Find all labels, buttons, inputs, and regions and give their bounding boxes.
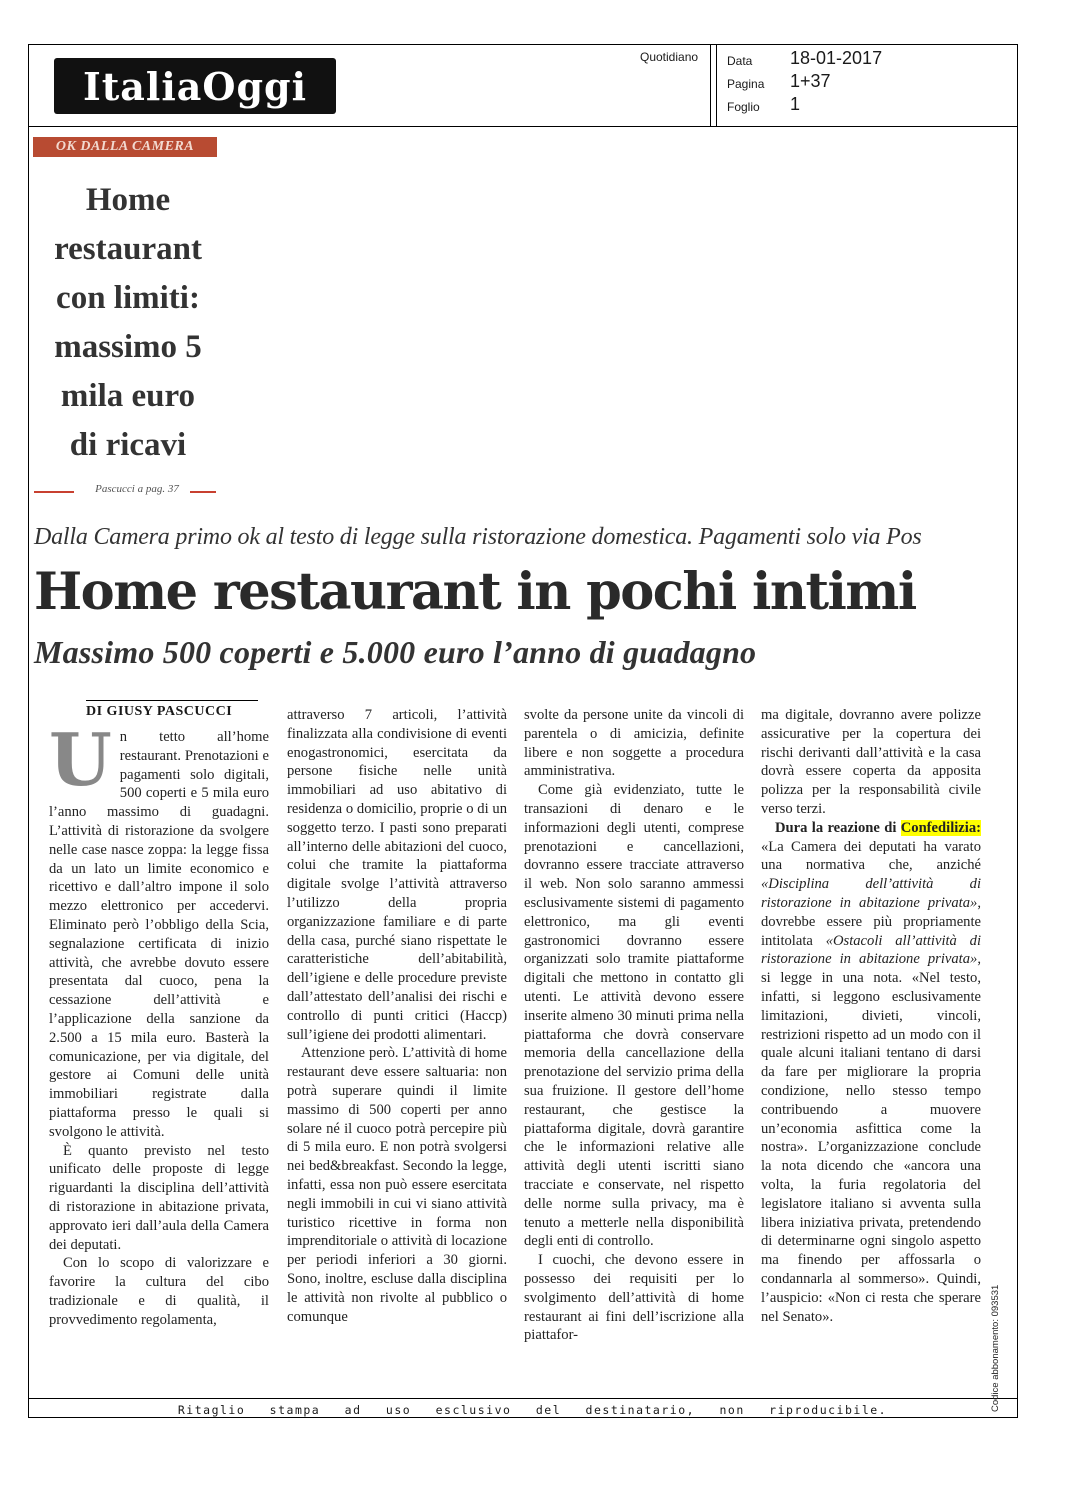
logo-text: ItaliaOggi [82,63,308,109]
paragraph [49,717,269,1142]
paragraph-text: «La Camera dei deputati ha varato una normativa che, anziché [761,838,981,874]
paragraph: Con lo scopo di valorizzare e favorire la cultura del cibo tradizionale e di qualità, il provvedimento regolamenta, [49,1255,269,1328]
footer-notice: Ritaglio stampa ad uso esclusivo del destinatario, non riproducibile. [177,1403,888,1417]
page-label: Pagina [727,77,765,91]
page-value: 1+37 [790,71,831,91]
paragraph: attraverso 7 articoli, l’attività finalizzata alla condivisione di eventi enogastronomici, esercitata da persone fisiche nelle unità immobiliari ad uso abitativo di residenza o domicilio, proprie o di un soggetto terzo. I pasti sono preparati all’interno delle abitazioni del cuoco, colui che tramite la piattaforma digitale svolge l’attività attraverso l’utilizzo della propria organizzazione familiare e di parte della casa, purché siano rispettate le caratteristiche dell’abitabilità, dell’igiene e delle procedure previste dall’attestato dell’analisi dei rischi e controllo di punti critici (Haccp) sull’igiene dei prodotti alimentari. [287,707,507,1043]
article-column-3 [524,706,744,1345]
paragraph: I cuochi, che devono essere in possesso dei requisiti per lo svolgimento dell’attività di home restaurant ai fini dell’iscrizione alla piattafor- [524,1252,744,1344]
sheet-label: Foglio [727,100,760,114]
paragraph: È quanto previsto nel testo unificato delle proposte di legge riguardanti la disciplina dell’attività di ristorazione in abitazione privata, approvato ieri dall’aula della Camera dei deputati. [49,1142,269,1253]
header-divider [28,126,1018,127]
paragraph: Attenzione però. L’attività di home restaurant deve essere saltuaria: non potrà superare quindi il limite massimo di 500 coperti per anno solare né il cuoco potrà percepire più di 5 mila euro. E non potrà svolgersi nei bed&breakfast. Secondo la legge, infatti, essa non può essere esercitata negli immobili in cui vi siano attività turistico ricettive in forma non imprenditoriale o attività di locazione per periodi inferiori a 30 giorni. Sono, inoltre, escluse dalla disciplina le attività non rivolte al pubblico o comunque [287,1045,507,1325]
newspaper-logo [54,58,336,114]
front-kicker: OK DALLA CAMERA [33,137,217,157]
article-byline: DI GIUSY PASCUCCI [86,704,233,719]
date-label: Data [727,54,753,68]
header-separator [716,44,717,126]
article-subkicker: Dalla Camera primo ok al testo di legge sulla ristorazione domestica. Pagamenti solo via Pos [34,524,922,550]
red-rule [34,491,74,493]
paragraph: svolte da persone unite da vincoli di parentela o di amicizia, definite libere e non soggette a procedura amministrativa. [524,707,744,780]
paragraph-text: , si legge in una nota. «Nel testo, infatti, si leggono esclusivamente limitazioni, divieti, vincoli, restrizioni rispetto ad un modo con il quale alcuni italiani tentano di darsi da fare per migliorare la propria condizione, nello stesso tempo contribuendo a muovere un’economia asfittica come la nostra». L’organizzazione conclude la nota dicendo che «ancora una volta, la furia regolatoria del legislatore italiano si avventa sulla libera iniziativa privata, pretendendo di determinarne ogni singolo aspetto ma finendo per affossarla o condannarla al sommerso». Quindi, l’auspicio: «Non ci resta che sperare nel Senato». [761,951,981,1325]
paragraph-text: , dovrebbe essere più propriamente intitolata [761,894,981,949]
front-title-line: massimo 5 [54,329,202,365]
drop-cap: U [49,717,112,802]
quoted-title: «Disciplina dell’attività di ristorazione in abitazione privata» [761,876,981,911]
front-title [33,176,223,470]
paragraph: Come già evidenziato, tutte le transazioni di denaro e le informazioni degli utenti, comprese prenotazioni e cancellazioni, dovranno essere tracciate attraverso il web. Non solo saranno ammessi esclusivamente sistemi di pagamento elettronico, ma gli eventi gastronomici dovranno essere organizzati solo tramite piattaforme digitali che mettono in contatto gli utenti. Le attività devono essere inserite almeno 30 minuti prima nella piattaforma che dovrà conservare memoria della cancellazione della prenotazione del servizio prima della sua fruizione. Il gestore dell’home restaurant, che gestisce la piattaforma digitale, dovrà garantire che le informazioni relative alle attività degli utenti iscritti siano tracciate e conservate, nel rispetto delle norme sulla privacy, ma è tenuto a metterle nella disponibilità degli enti di controllo. [524,782,744,1250]
paragraph: ma digitale, dovranno avere polizze assicurative per la copertura dei rischi derivanti dall’attività e la casa dovrà essere coperta da apposita polizza per la responsabilità civile verso terzi. [761,707,981,817]
quoted-title: «Ostacoli all’attività di ristorazione in abitazione privata» [761,932,981,968]
article-column-1 [49,717,269,1330]
footer-divider [28,1398,1018,1399]
byline-rule [86,700,258,701]
front-title-line: con limiti: [56,280,200,316]
header-separator [710,44,711,126]
source-type: Quotidiano [640,50,699,64]
front-title-line: restaurant [54,231,202,267]
front-title-line: di ricavi [69,427,187,463]
article-column-4 [761,706,981,1326]
paragraph [761,819,981,1327]
sheet-value: 1 [790,94,801,114]
red-rule [190,491,216,493]
continue-reference: Pascucci a pag. 37 [95,483,179,495]
highlighted-name: Confedilizia: [900,819,981,836]
article-headline: Home restaurant in pochi intimi [34,562,916,622]
lead-in: Dura la reazione di [775,819,897,836]
front-title-line: mila euro [60,378,196,414]
article-column-2 [287,706,507,1326]
front-title-line: Home [85,182,171,218]
article-deck: Massimo 500 coperti e 5.000 euro l’anno di guadagno [34,634,757,670]
date-value: 18-01-2017 [790,48,883,68]
subscription-code: Codice abbonamento: 093531 [990,1284,1001,1412]
paragraph-text: n tetto all’home restaurant. Prenotazioni e pagamenti solo digitali, 500 coperti e 5 mila euro l’anno massimo di guadagni. L’attività di ristorazione da svolgere nelle case nasce zoppa: la legge fissa da un lato un limite economico e ricettivo e dall’altro impone il solo mezzo elettronico per accedervi. Eliminato però l’obbligo della Scia, segnalazione certificata di inizio attività, che avrebbe dovuto essere presentata dal cuoco, pena la cessazione dell’attività e l’applicazione della sanzione da 2.500 a 15 mila euro. Basterà la comunicazione, per via digitale, del gestore ai Comuni delle unità immobiliari registrate dalla piattaforma presso le quali si svolgono le attività. [49,729,269,1140]
